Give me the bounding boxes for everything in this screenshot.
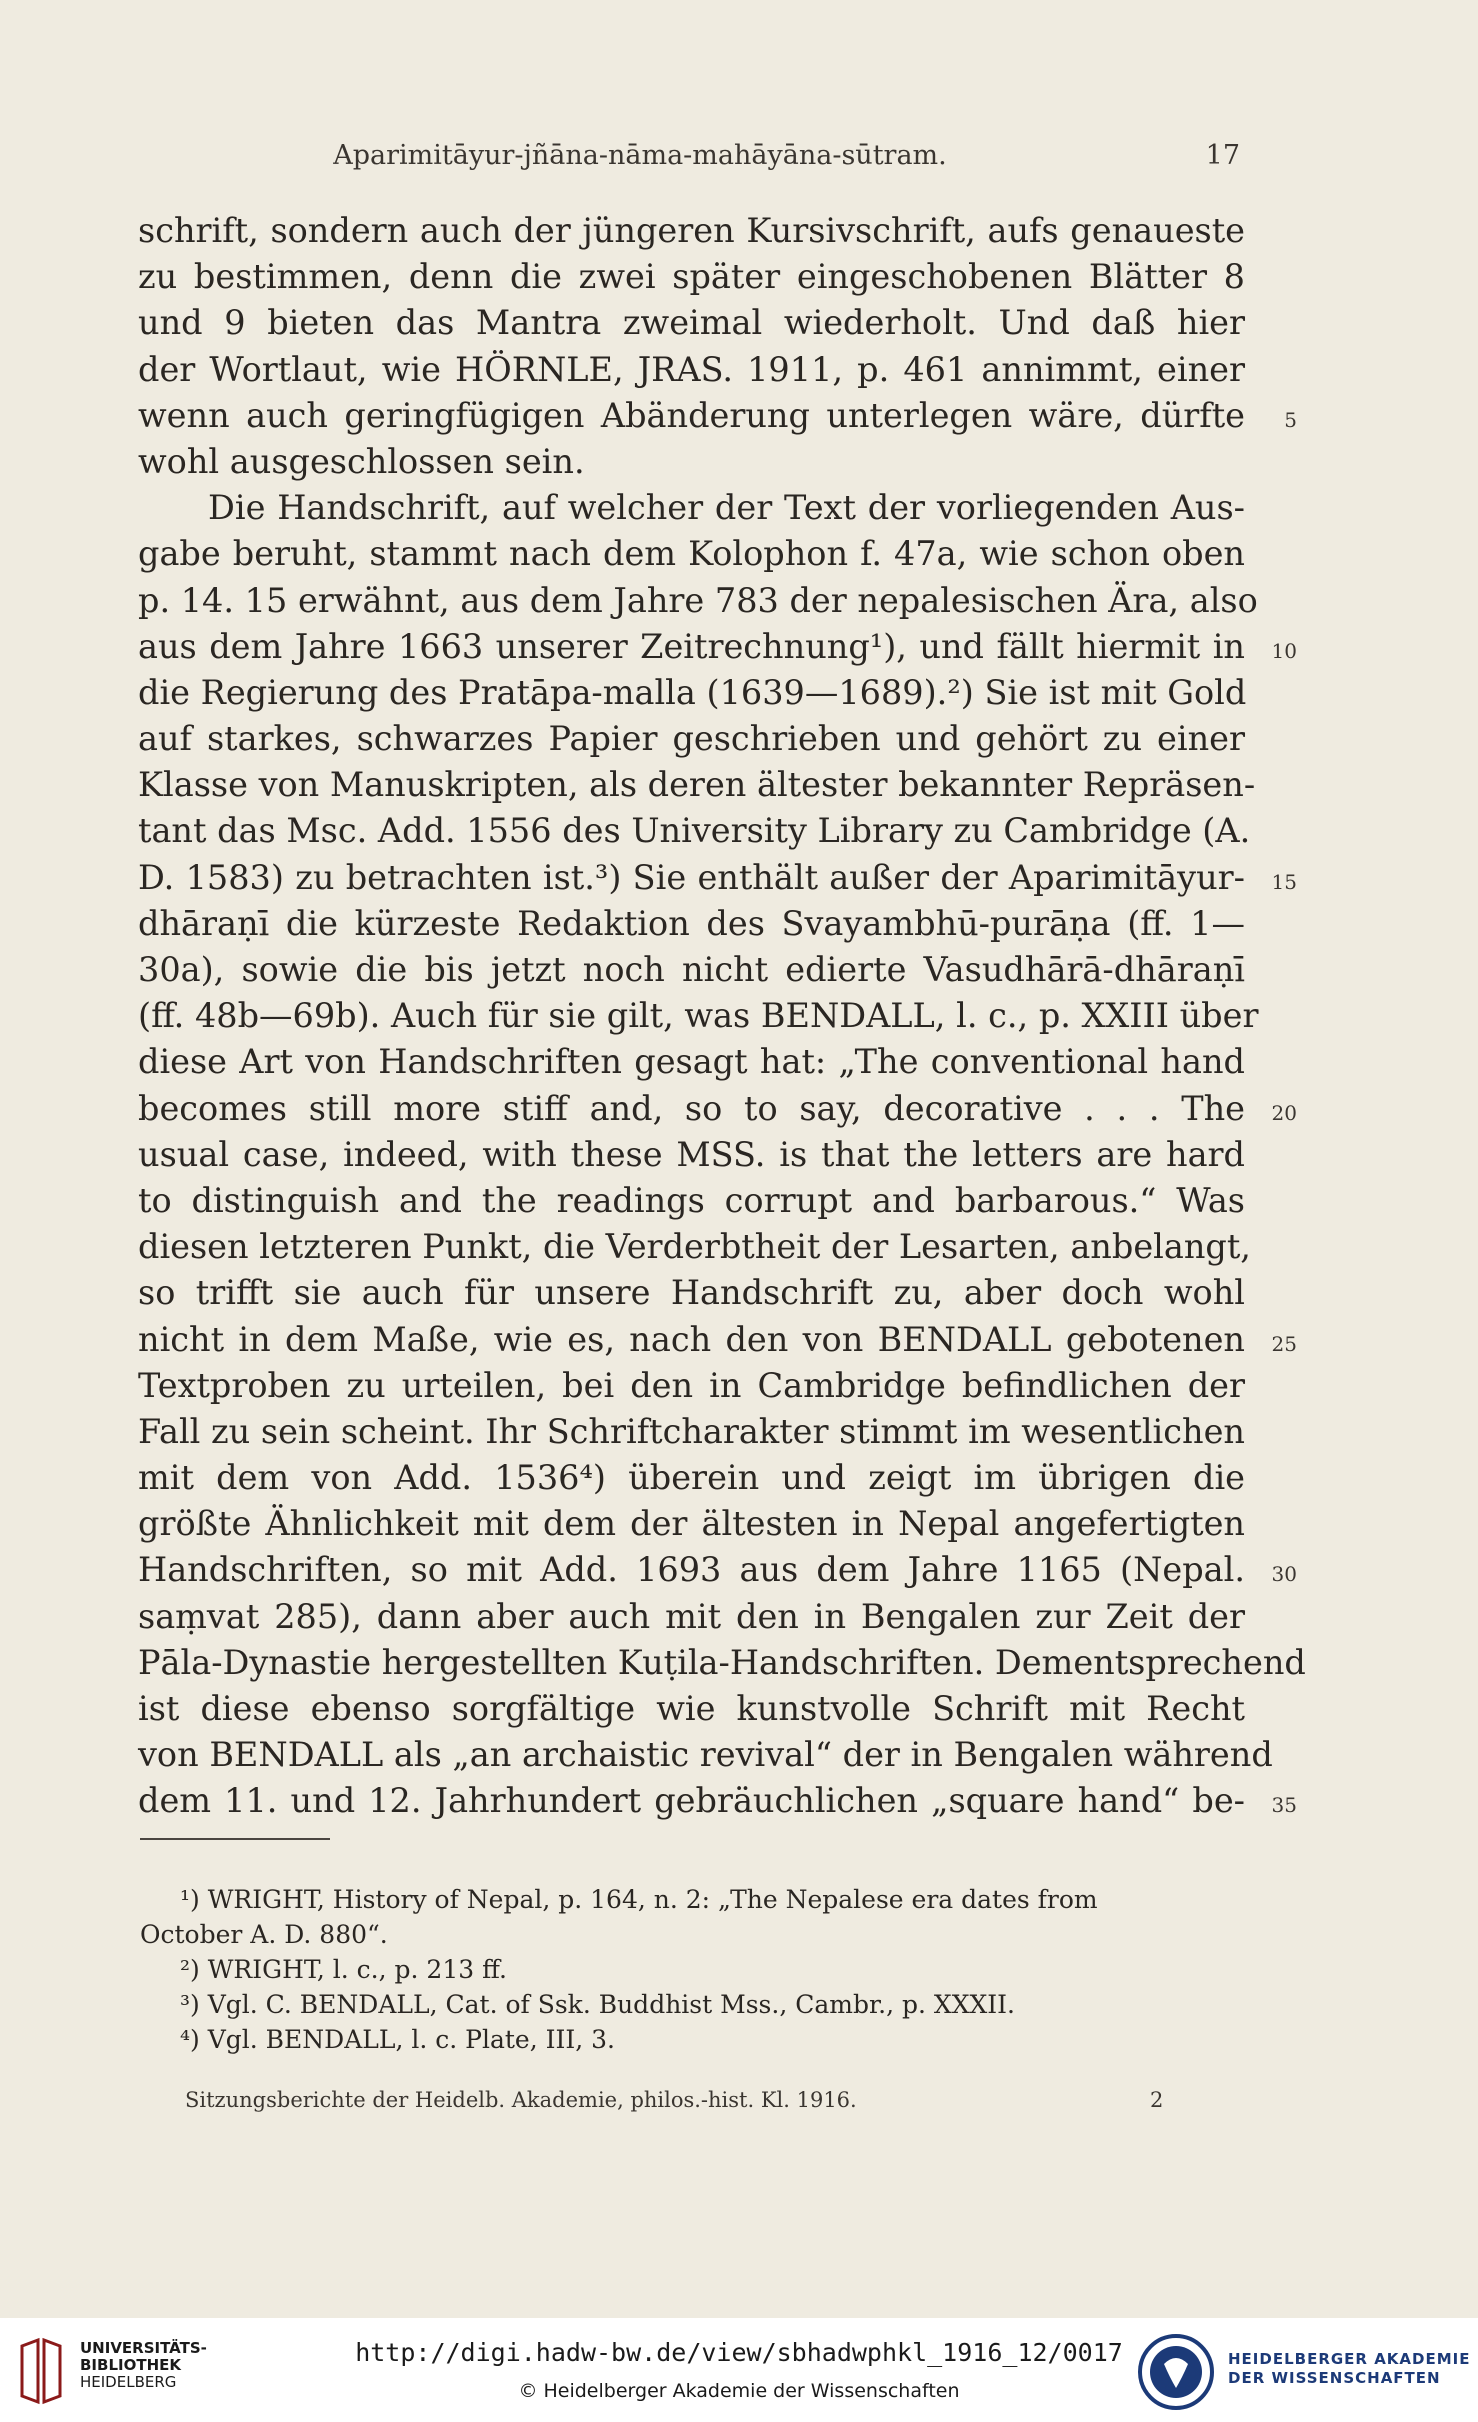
- viewer-footer-bar: [0, 2318, 1478, 2422]
- footnote-1: ¹) WRIGHT, History of Nepal, p. 164, n. 2: „The Nepalese era dates from: [180, 1885, 1098, 1914]
- text-line: usual case, indeed, with these MSS. is that the letters are hard: [138, 1134, 1245, 1174]
- text-line: wohl ausgeschlossen sein.: [138, 441, 585, 481]
- footnotes: [140, 1882, 1250, 2057]
- text-line: wenn auch geringfügigen Abänderung unterlegen wäre, dürfte 5: [138, 393, 1245, 439]
- text-line: nicht in dem Maße, wie es, nach den von BENDALL gebotenen 25: [138, 1317, 1245, 1363]
- running-title: Aparimitāyur-jñāna-nāma-mahāyāna-sūtram.: [333, 140, 947, 171]
- academy-seal-icon: [1136, 2332, 1216, 2412]
- academy-name: HEIDELBERGER AKADEMIE DER WISSENSCHAFTEN: [1228, 2350, 1471, 2387]
- text-line: Textproben zu urteilen, bei den in Cambridge befindlichen der: [138, 1365, 1245, 1405]
- text-line: mit dem von Add. 1536⁴) überein und zeigt im übrigen die: [138, 1458, 1245, 1498]
- footnote-1-continued: October A. D. 880“.: [140, 1920, 388, 1949]
- permalink-url[interactable]: http://digi.hadw-bw.de/view/sbhadwphkl_1916_12/0017: [355, 2338, 1123, 2367]
- text-line: schrift, sondern auch der jüngeren Kursivschrift, aufs genaueste: [138, 211, 1245, 250]
- line-number: 10: [1271, 638, 1297, 663]
- footnote-2: ²) WRIGHT, l. c., p. 213 ff.: [180, 1955, 507, 1984]
- text-line: von BENDALL als „an archaistic revival“ der in Bengalen während: [138, 1735, 1273, 1775]
- text-line: aus dem Jahre 1663 unserer Zeitrechnung¹), und fällt hiermit in 10: [138, 624, 1245, 670]
- text-line: diesen letzteren Punkt, die Verderbtheit der Lesarten, anbelangt,: [138, 1227, 1251, 1267]
- footnote-4: ⁴) Vgl. BENDALL, l. c. Plate, III, 3.: [180, 2025, 615, 2054]
- text-line: Fall zu sein scheint. Ihr Schriftcharakter stimmt im wesentlichen: [138, 1411, 1246, 1451]
- text-line: Klasse von Manuskripten, als deren ältester bekannter Repräsen-: [138, 765, 1256, 805]
- text-line: tant das Msc. Add. 1556 des University Library zu Cambridge (A.: [138, 811, 1251, 851]
- text-line: saṃvat 285), dann aber auch mit den in Bengalen zur Zeit der: [138, 1596, 1245, 1636]
- text-line: Pāla-Dynastie hergestellten Kuṭila-Handschriften. Dementsprechend: [138, 1642, 1306, 1682]
- line-number: 35: [1271, 1793, 1297, 1818]
- text-line: Die Handschrift, auf welcher der Text der vorliegenden Aus-: [208, 488, 1245, 528]
- text-line: 30a), sowie die bis jetzt noch nicht edierte Vasudhārā-dhāraṇī: [138, 950, 1245, 989]
- text-line: größte Ähnlichkeit mit dem der ältesten in Nepal angefertigten: [138, 1504, 1245, 1544]
- line-number: 30: [1271, 1562, 1297, 1587]
- line-number: 20: [1271, 1100, 1297, 1125]
- footnote-3: ³) Vgl. C. BENDALL, Cat. of Ssk. Buddhist Mss., Cambr., p. XXXII.: [180, 1990, 1015, 2019]
- text-line: dhāraṇī die kürzeste Redaktion des Svayambhū-purāṇa (ff. 1—: [138, 903, 1245, 943]
- text-line: Handschriften, so mit Add. 1693 aus dem Jahre 1165 (Nepal. 30: [138, 1547, 1245, 1593]
- sheet-number: 2: [1150, 2088, 1164, 2112]
- text-line: ist diese ebenso sorgfältige wie kunstvolle Schrift mit Recht: [138, 1689, 1245, 1728]
- footnote-rule: [140, 1838, 330, 1840]
- line-number: 15: [1271, 869, 1297, 894]
- copyright-text: © Heidelberger Akademie der Wissenschaften: [518, 2380, 960, 2402]
- series-title: Sitzungsberichte der Heidelb. Akademie, philos.-hist. Kl. 1916.: [185, 2088, 857, 2112]
- text-line: becomes still more stiff and, so to say, decorative . . . The 20: [138, 1086, 1245, 1132]
- text-line: dem 11. und 12. Jahrhundert gebräuchlichen „square hand“ be- 35: [138, 1778, 1245, 1824]
- text-line: (ff. 48b—69b). Auch für sie gilt, was BENDALL, l. c., p. XXIII über: [138, 996, 1259, 1036]
- university-library-name: UNIVERSITÄTS- BIBLIOTHEK HEIDELBERG: [80, 2339, 207, 2391]
- footer-line: [185, 2088, 1185, 2112]
- page-number: 17: [1205, 140, 1240, 171]
- text-line: p. 14. 15 erwähnt, aus dem Jahre 783 der nepalesischen Ära, also: [138, 580, 1258, 620]
- text-line: D. 1583) zu betrachten ist.³) Sie enthält außer der Aparimitāyur- 15: [138, 855, 1245, 901]
- text-line: to distinguish and the readings corrupt and barbarous.“ Was: [138, 1180, 1245, 1220]
- text-line: der Wortlaut, wie HÖRNLE, JRAS. 1911, p. 461 annimmt, einer: [138, 349, 1245, 389]
- text-line: und 9 bieten das Mantra zweimal wiederholt. Und daß hier: [138, 303, 1245, 343]
- line-number: 25: [1271, 1331, 1297, 1356]
- line-number: 5: [1284, 407, 1297, 432]
- text-line: zu bestimmen, denn die zwei später eingeschobenen Blätter 8: [138, 257, 1245, 297]
- text-line: diese Art von Handschriften gesagt hat: „The conventional hand: [138, 1042, 1245, 1082]
- text-line: gabe beruht, stammt nach dem Kolophon f. 47a, wie schon oben: [138, 534, 1245, 574]
- text-line: so trifft sie auch für unsere Handschrift zu, aber doch wohl: [138, 1273, 1245, 1313]
- body-text: [138, 208, 1306, 1825]
- text-line: die Regierung des Pratāpa-malla (1639—1689).²) Sie ist mit Gold: [138, 672, 1247, 712]
- text-line: auf starkes, schwarzes Papier geschrieben und gehört zu einer: [138, 719, 1245, 759]
